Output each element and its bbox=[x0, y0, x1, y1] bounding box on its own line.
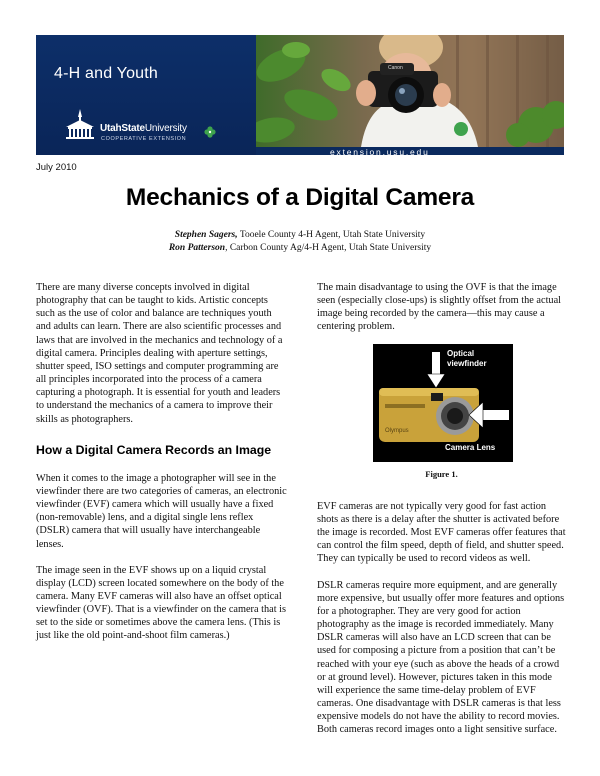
body-paragraph: The image seen in the EVF shows up on a liquid crystal display (LCD) screen located somewhere on the body of the camera. Many EVF cameras will also have an offset optical viewfinder (OVF). That is a viewfinder on the camera that is set to the side or sometimes above the camera lens. (This is just like the old point-and-shoot film cameras.) bbox=[36, 564, 287, 642]
label-viewfinder: viewfinder bbox=[447, 358, 487, 368]
program-name: 4-H and Youth bbox=[54, 65, 159, 82]
intro-paragraph: There are many diverse concepts involved in digital photography that can be taught to kids. Artistic concepts such as the use of color and balance are techniques youth and adults can learn. There are also scientific processes and laws that are involved in the mechanics and technology of a digital camera. Principles dealing with aperture settings, shutter speed, ISO settings and computer programming are all principles incorporated into the process of a camera capturing a photograph. It is essential for youth and leaders to understand the mechanics of a camera to improve their skills as photographers. bbox=[36, 282, 283, 425]
right-column bbox=[317, 281, 566, 749]
extension-label: COOPERATIVE EXTENSION bbox=[101, 136, 187, 142]
figure-caption: Figure 1. bbox=[425, 468, 458, 479]
figure-camera-image bbox=[373, 344, 513, 462]
label-optical: Optical bbox=[447, 348, 475, 358]
author-line: Stephen Sagers, Tooele County 4-H Agent, Utah State University bbox=[174, 230, 426, 240]
university-name: UtahStateUniversity bbox=[100, 123, 187, 134]
figure-camera bbox=[317, 344, 566, 462]
figure-camera-brand: Olympus bbox=[385, 427, 409, 434]
camera-brand-text: Canon bbox=[388, 65, 403, 71]
label-camera-lens: Camera Lens bbox=[445, 442, 496, 452]
left-column bbox=[36, 281, 288, 656]
old-main-logo-icon bbox=[62, 107, 98, 141]
author-list bbox=[0, 229, 600, 254]
body-paragraph: When it comes to the image a photographer will see in the viewfinder there are two categories of cameras, an electronic viewfinder (EVF) camera which will usually have a fixed (non-removable) lens, and a digital single lens reflex (DSLR) camera that will usually have interchangeable lenses. bbox=[36, 472, 287, 550]
header-photo bbox=[256, 35, 564, 147]
document-title: Mechanics of a Digital Camera bbox=[125, 184, 475, 211]
clover-icon bbox=[204, 126, 216, 138]
section-heading: How a Digital Camera Records an Image bbox=[36, 442, 272, 457]
header-banner bbox=[36, 35, 564, 155]
author-line: Ron Patterson, Carbon County Ag/4-H Agent, Utah State University bbox=[168, 242, 432, 253]
body-paragraph: DSLR cameras require more equipment, and are generally more expensive, but usually offer more features and options for a photographer. They are very good for action photography as the image is recorded immediately. Many DSLR cameras will also have an LCD screen that can be used for composing a picture from a position that can’t be reached with your eye (such as above the heads of a crowd or at ground level). However, pictures taken in this mode will experience the same time-delay problem of EVF cameras. One disadvantage with DSLR cameras is that less expensive models do not have the ability to record movies. Both cameras record images onto a light sensitive surface. bbox=[317, 579, 565, 736]
body-paragraph: The main disadvantage to using the OVF is that the image seen (especially close-ups) is slightly offset from the actual image being recorded by the camera—this may cause a centering problem. bbox=[317, 282, 562, 333]
body-paragraph: EVF cameras are not typically very good for fast action shots as there is a delay after the shutter is activated before the image is recorded. Most EVF cameras offer features that can control the film speed, depth of field, and shutter speed. They can typically be used to record videos as well. bbox=[317, 500, 566, 565]
publication-date: July 2010 bbox=[36, 162, 77, 173]
extension-url: extension.usu.edu bbox=[330, 147, 430, 157]
